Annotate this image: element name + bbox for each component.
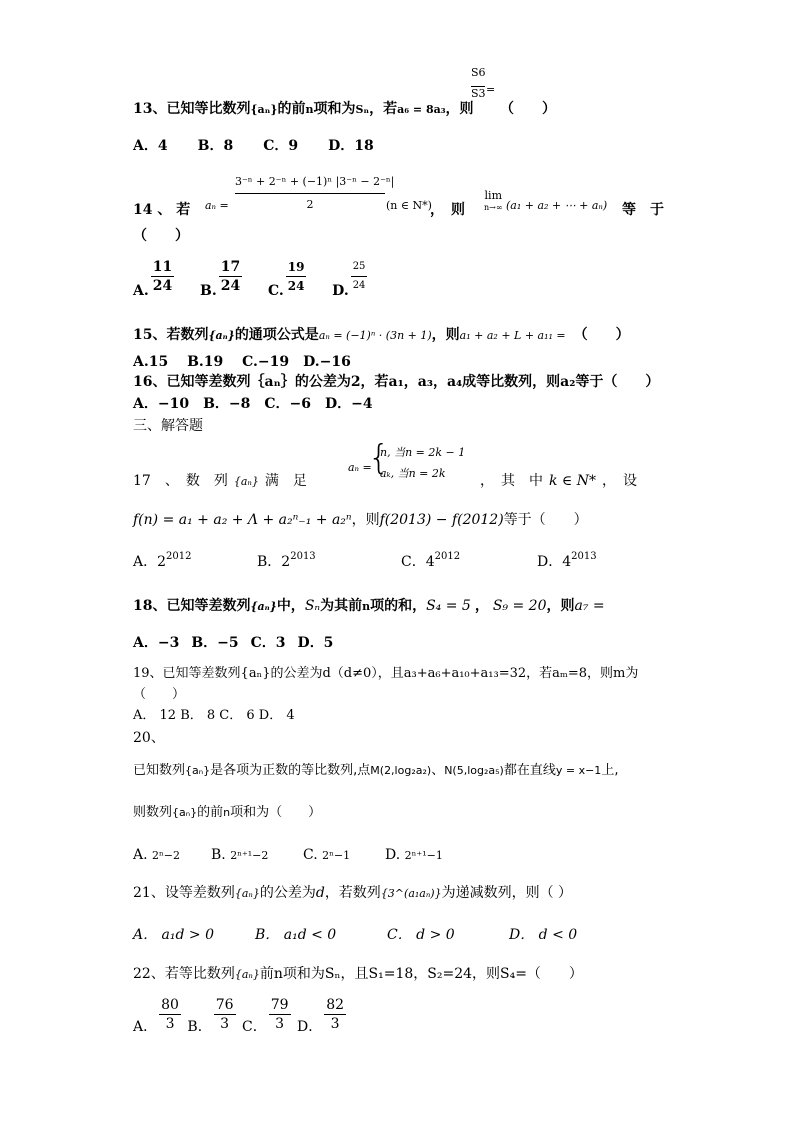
q17-line2: f(n) = a₁ + a₂ + Λ + a₂ⁿ₋₁ + a₂ⁿ，则f(2013) − f(2012)等于（ ） xyxy=(133,512,588,528)
q16-options: A．−10 B．−8 C．−6 D．−4 xyxy=(133,396,373,412)
question-20: 20、 xyxy=(133,730,165,746)
q19-options: A． 12 B． 8 C． 6 D． 4 xyxy=(133,708,295,723)
question-15: 15、若数列{aₙ}的通项公式是aₙ = (−1)ⁿ · (3n + 1)，则a₁ + a₂ + L + a₁₁ = （ ） xyxy=(133,327,630,343)
question-18: 18、已知等差数列{aₙ}中，Sₙ为其前n项的和，S₄ = 5 ， S₉ = 20，则a₇ = xyxy=(133,598,605,614)
q13-fraction: S6 S3 xyxy=(471,66,486,100)
q14-answer-bracket: （ ） xyxy=(133,228,189,244)
question-21: 21、设等差数列{aₙ}的公差为d，若数列{3^(a₁aₙ)}为递减数列，则（ ） xyxy=(133,885,573,901)
question-22: 22、若等比数列{aₙ}前n项和为Sₙ，且S₁=18，S₂=24，则S₄=（ ） xyxy=(133,966,583,982)
q13-options: A．4 B．8 C．9 D．18 xyxy=(133,138,374,154)
q22-options: A． $\frac{80}{3}$ B． $\frac{76}{3}$ C． $\frac{79}{3}$ D． $\frac{82}{3}$ xyxy=(133,997,345,1035)
q18-options: A．−3 B．−5 C．3 D．5 xyxy=(133,635,334,651)
q14-formula: 3⁻ⁿ + 2⁻ⁿ + (−1)ⁿ |3⁻ⁿ − 2⁻ⁿ| 2 xyxy=(235,175,395,211)
question-17: 17 、 数 列 {aₙ} 满 足 xyxy=(133,473,307,489)
q13-answer-bracket: （ ） xyxy=(500,101,556,117)
q20-line2: 则数列{aₙ}的前n项和为（ ） xyxy=(133,805,322,820)
section-heading: 三、解答题 xyxy=(133,418,203,434)
question-14: 14 、 若 xyxy=(133,202,191,218)
question-16: 16、已知等差数列｛aₙ｝的公差为2，若a₁，a₃，a₄成等比数列，则a₂等于（ ） xyxy=(133,374,660,390)
q20-line1: 已知数列{aₙ}是各项为正数的等比数列,点M(2,log₂a₂)、N(5,log₂a₅)都在直线y = x−1上, xyxy=(133,763,619,778)
q13-text: 13、已知等比数列 xyxy=(133,101,251,117)
question-13: 13、已知等比数列{aₙ}的前n项和为Sₙ，若a₆ = 8a₃，则 xyxy=(133,101,474,117)
q15-options: A.15 B.19 C.−19 D.−16 xyxy=(133,354,351,370)
document-page: 13、已知等比数列{aₙ}的前n项和为Sₙ，若a₆ = 8a₃，则 S6 S3 = （ ） A．4 B．8 C．9 D．18 14 、 若 aₙ = 3⁻ⁿ + 2⁻ⁿ + (−1)ⁿ |3⁻ⁿ − 2⁻ⁿ| 2 (n ∈ N*) ， 则 lim n→∞ (a₁ + a₂ + ⋯ + aₙ) 等 于 （ ） A. $\frac{11}{24}$ B. $\frac{17}{24}$ C. $\frac{19}{24}$ D. $\frac{25}{24}$ 15、若数列{aₙ}的通项公式是aₙ = (−1)ⁿ · (3n + 1)，则a₁ + a₂ + L + a₁₁ = （ ） A.15 B.19 C.−19 D.−16 16、已知等差数列｛aₙ｝的公差为2，若a₁，a₃，a₄成等比数列，则a₂等于（ ） A．−10 B．−8 C．−6 D．−4 三、解答题 aₙ = { n, 当n = 2k − 1 aₖ, 当n = 2k 17 、 数 列 {aₙ} 满 足 ， 其 中 k ∈ N* ， 设 f(n) = a₁ + a₂ + Λ + a₂ⁿ₋₁ + a₂ⁿ，则f(2013) − f(2012)等于（ ） A．$2^{2012}$ B．$2^{2013}$ C．$4^{2012}$ D．$4^{2013}$ 18、已知等差数列{aₙ}中，Sₙ为其前n项的和，S₄ = 5 ， S₉ = 20，则a₇ = A．−3 B．−5 C．3 D．5 19、已知等差数列{aₙ}的公差为d（d≠0），且a₃+a₆+a₁₀+a₁₃=32，若aₘ=8，则m为 （ ） A． 12 B． 8 C． 6 D． 4 20、 已知数列{aₙ}是各项为正数的等比数列,点M(2,log₂a₂)、N(5,log₂a₅)都在直线y = x−1上, 则数列{aₙ}的前n项和为（ ） A. 2ⁿ−2 B. 2ⁿ⁺¹−2 C. 2ⁿ−1 D. 2ⁿ⁺¹−1 21、设等差数列{aₙ}的公差为d，若数列{3^(a₁aₙ)}为递减数列，则（ ） A． a₁d > 0 B． a₁d < 0 C． d > 0 D． d < 0 22、若等比数列{aₙ}前n项和为Sₙ，且S₁=18，S₂=24，则S₄=（ ） A． $\frac{80}{3}$ B． $\frac{76}{3}$ C． $\frac{79}{3}$ D． $\frac{82}{3}$ xyxy=(0,0,794,1122)
q14-options: A. $\frac{11}{24}$ B. $\frac{17}{24}$ C. $\frac{19}{24}$ D. $\frac{25}{24}$ xyxy=(133,259,366,299)
question-19: 19、已知等差数列{aₙ}的公差为d（d≠0），且a₃+a₆+a₁₀+a₁₃=32，若aₘ=8，则m为 xyxy=(133,666,639,681)
q14-limit: lim n→∞ xyxy=(484,189,503,212)
